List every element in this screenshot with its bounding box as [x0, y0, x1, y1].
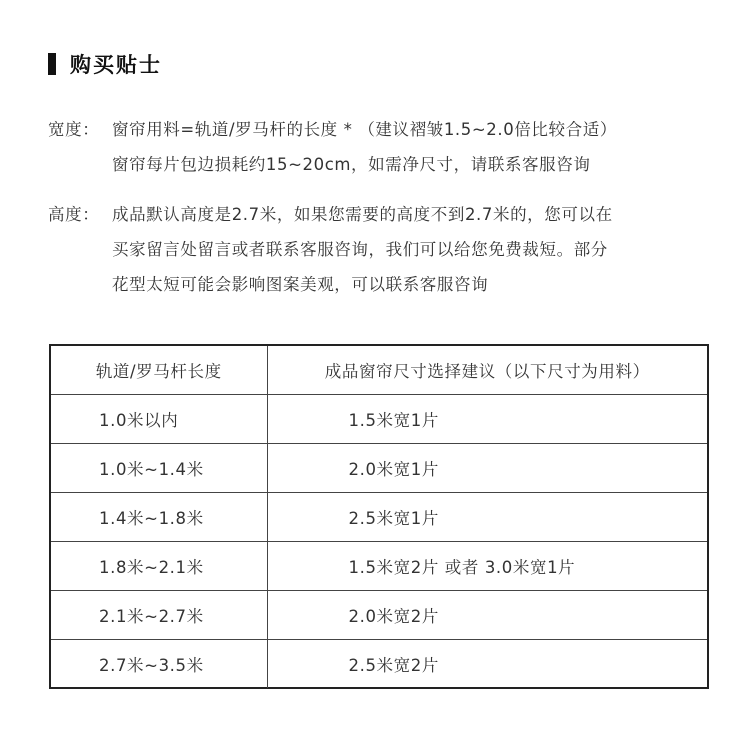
- height-line-3: 花型太短可能会影响图案美观，可以联系客服咨询: [112, 275, 489, 294]
- height-label: 高度：: [48, 205, 100, 224]
- size-suggestion-cell: 1.5米宽1片: [267, 394, 707, 443]
- table-row: [51, 639, 707, 688]
- height-line-2: 买家留言处留言或者联系客服咨询，我们可以给您免费裁短。部分: [112, 240, 608, 259]
- size-suggestion-cell: 2.0米宽1片: [267, 443, 707, 492]
- width-label: 宽度：: [48, 120, 100, 139]
- width-line-2: 窗帘每片包边损耗约15~20cm，如需净尺寸，请联系客服咨询: [112, 155, 591, 174]
- table-row: [51, 394, 707, 443]
- header-size-suggestion: 成品窗帘尺寸选择建议（以下尺寸为用料）: [267, 346, 707, 394]
- size-table: [49, 344, 709, 689]
- header-marker-bar: [48, 53, 56, 75]
- table-row: [51, 443, 707, 492]
- table-row: [51, 541, 707, 590]
- table-header-row: [51, 346, 707, 394]
- rod-length-cell: 2.7米~3.5米: [51, 639, 267, 688]
- table-row: [51, 590, 707, 639]
- table-row: [51, 492, 707, 541]
- size-suggestion-cell: 1.5米宽2片 或者 3.0米宽1片: [267, 541, 707, 590]
- section-header: [48, 50, 162, 78]
- size-suggestion-cell: 2.0米宽2片: [267, 590, 707, 639]
- rod-length-cell: 1.4米~1.8米: [51, 492, 267, 541]
- size-suggestion-cell: 2.5米宽2片: [267, 639, 707, 688]
- width-line-1: 窗帘用料=轨道/罗马杆的长度 * （建议褶皱1.5~2.0倍比较合适）: [112, 120, 617, 139]
- rod-length-cell: 1.8米~2.1米: [51, 541, 267, 590]
- rod-length-cell: 2.1米~2.7米: [51, 590, 267, 639]
- header-rod-length: 轨道/罗马杆长度: [51, 346, 267, 394]
- rod-length-cell: 1.0米~1.4米: [51, 443, 267, 492]
- rod-length-cell: 1.0米以内: [51, 394, 267, 443]
- height-line-1: 成品默认高度是2.7米，如果您需要的高度不到2.7米的，您可以在: [112, 205, 613, 224]
- size-suggestion-cell: 2.5米宽1片: [267, 492, 707, 541]
- section-title: 购买贴士: [70, 53, 162, 77]
